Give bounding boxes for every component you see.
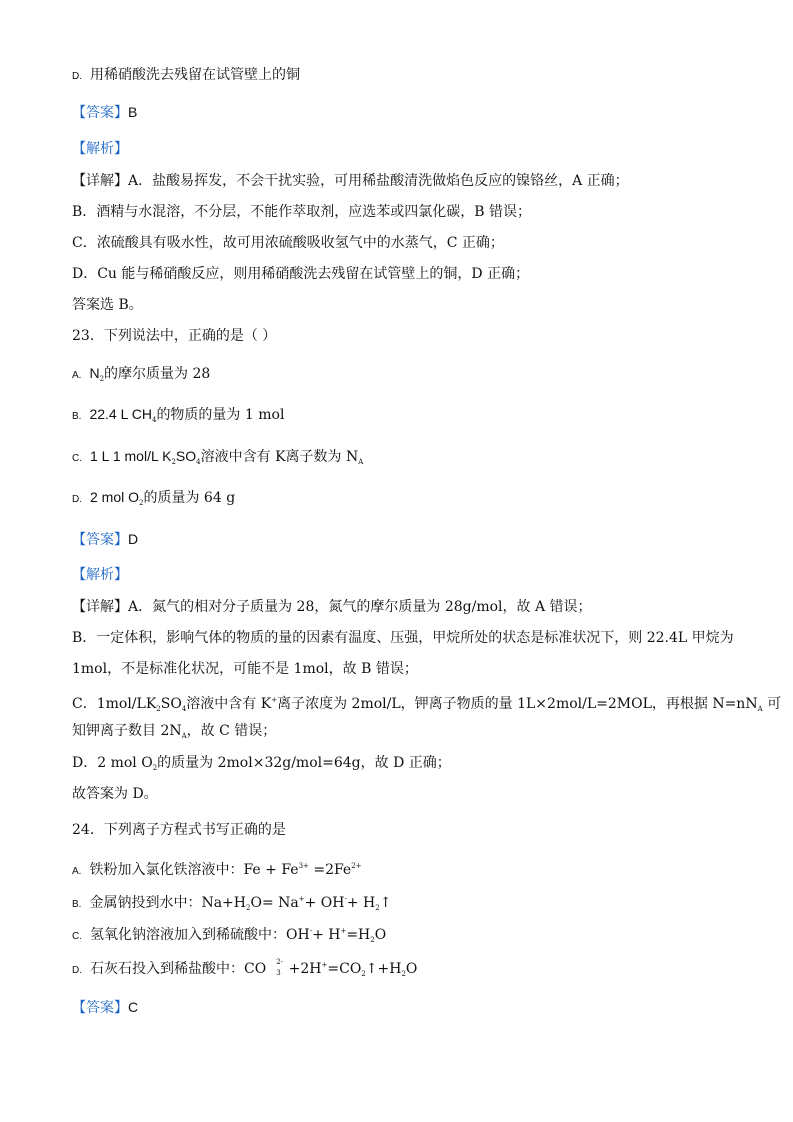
q23-option-a: A. $N_2$的摩尔质量为 28 <box>72 365 211 383</box>
detail-tag: 【详解】 <box>72 173 128 189</box>
q22-option-d: D. 用稀硝酸洗去残留在试管壁上的铜 <box>72 67 300 83</box>
answer-value: B <box>128 104 138 120</box>
q24-option-c: C. 氢氧化钠溶液加入到稀硫酸中：$OH^-+ H^+=H_2O$ <box>72 927 387 944</box>
carbonate-charge: 2- 3 <box>276 958 284 977</box>
q23-detail-b-line2: 1mol，不是标准化状况，可能不是 1mol，故 B 错误； <box>72 661 418 677</box>
q23-option-c: C. 1 L 1 mol/L $K_2SO_4$溶液中含有 K离子数为 $N_A$ <box>72 448 364 466</box>
answer-value: C <box>128 999 139 1015</box>
q22-detail-a: 【详解】A．盐酸易挥发，不会干扰实验，可用稀盐酸清洗做焰色反应的镍铬丝，A 正确； <box>72 173 629 189</box>
q24-option-b: B. 金属钠投到水中：$Na+H_2O= Na^++ OH^-+$ $H_2↑$ <box>72 895 392 912</box>
q22-conclusion: 答案选 B。 <box>72 297 143 313</box>
q22-analysis-tag: 【解析】 <box>72 141 128 157</box>
q23-detail-a: 【详解】A．氮气的相对分子质量为 28，氮气的摩尔质量为 28g/mol，故 A 错误； <box>72 599 592 615</box>
q22-detail-b: B．酒精与水混溶，不分层，不能作萃取剂，应选苯或四氯化碳，B 错误； <box>72 204 532 220</box>
q23-detail-d: D．2 mol $O_2$的质量为 2mol×32g/mol=64g，故 D 正确； <box>72 755 451 772</box>
q22-detail-d: D．Cu 能与稀硝酸反应，则用稀硝酸洗去残留在试管壁上的铜，D 正确； <box>72 266 530 282</box>
answer-tag: 【答案】 <box>72 1000 128 1016</box>
q24-option-a: A. 铁粉加入氯化铁溶液中：$Fe + Fe^{3+} =2Fe^{2+}$ <box>72 862 362 878</box>
q24-stem: 24．下列离子方程式书写正确的是 <box>72 822 286 838</box>
q24-answer <box>72 998 138 1017</box>
q23-option-d: D. 2 mol $O_2$的质量为 64 g <box>72 489 236 507</box>
q23-answer <box>72 530 138 549</box>
answer-tag: 【答案】 <box>72 532 128 548</box>
answer-tag: 【答案】 <box>72 105 128 121</box>
answer-value: D <box>128 531 139 547</box>
q23-analysis-tag: 【解析】 <box>72 567 128 583</box>
q23-detail-b-line1: B．一定体积，影响气体的物质的量的因素有温度、压强，甲烷所处的状态是标准状况下，则 22.4L 甲烷为 <box>72 630 734 646</box>
q22-detail-c: C．浓硫酸具有吸水性，故可用浓硫酸吸收氢气中的水蒸气，C 正确； <box>72 235 504 251</box>
q23-detail-c-line2: 知钾离子数目 $2N_A$，故 C 错误； <box>72 723 277 740</box>
q24-option-d: D. 石灰石投入到稀盐酸中：CO 2- 3 $+2H^+=CO_2↑+H_2O$ <box>72 958 418 978</box>
q23-conclusion: 故答案为 D。 <box>72 786 158 802</box>
q23-stem: 23．下列说法中，正确的是（ ） <box>72 328 277 344</box>
detail-tag: 【详解】 <box>72 599 128 615</box>
q23-option-b: B. 22.4 L $CH_4$的物质的量为 1 mol <box>72 406 285 424</box>
q23-detail-c-line1: C．$1mol/LK_2SO_4$溶液中含有 K+离子浓度为 2mol/L，钾离子物质的量 1L×2mol/L=2MOL，再根据 $N=nN_A$ 可 <box>72 696 782 713</box>
q22-answer <box>72 103 137 122</box>
